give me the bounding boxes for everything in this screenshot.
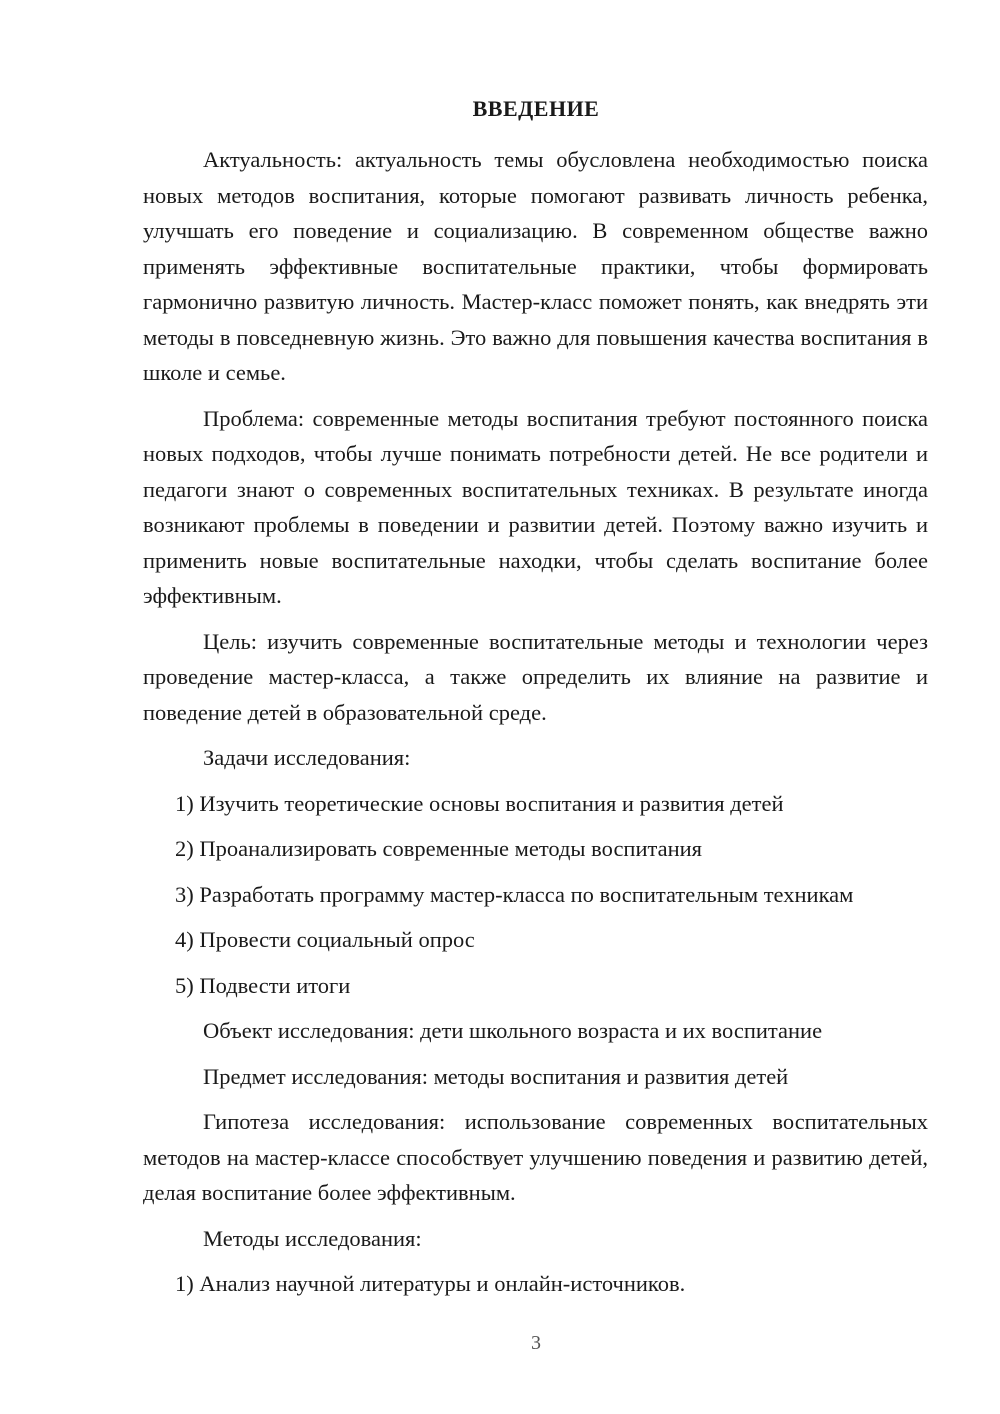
tasks-heading: Задачи исследования: [203, 745, 411, 770]
research-object: Объект исследования: дети школьного возраста и их воспитание [203, 1018, 823, 1043]
page-body [143, 142, 928, 1312]
paragraph-goal: Цель: изучить современные воспитательные методы и технологии через проведение мастер-класса, а также определить их влияние на развитие и поведение детей в образовательной среде. [143, 628, 928, 725]
task-item-1: 1) Изучить теоретические основы воспитания и развития детей [175, 790, 784, 816]
task-item-3: 3) Разработать программу мастер-класса по воспитательным техникам [175, 881, 854, 907]
methods-heading: Методы исследования: [203, 1225, 422, 1251]
research-subject: Предмет исследования: методы воспитания и развития детей [203, 1063, 789, 1089]
research-hypothesis: Гипотеза исследования: использование современных воспитательных методов на мастер-классе способствует улучшению поведения и развитию детей, делая воспитание более эффективным. [143, 1109, 928, 1205]
paragraph-relevance: Актуальность: актуальность темы обусловлена необходимостью поиска новых методов воспитания, которые помогают развивать личность ребенка, улучшать его поведение и социализацию. В современном обществе важно применять эффективные воспитательные практики, чтобы формировать гармонично развитую личность. Мастер-класс поможет понять, как внедрять эти методы в повседневную жизнь. Это важно для повышения качества воспитания в школе и семье. [143, 147, 928, 385]
paragraph-problem: Проблема: современные методы воспитания требуют постоянного поиска новых подходов, чтобы лучше понимать потребности детей. Не все родители и педагоги знают о современных воспитательных техниках. В результате иногда возникают проблемы в поведении и развитии детей. Поэтому важно изучить и применить новые воспитательные находки, чтобы сделать воспитание более эффективным. [143, 405, 928, 608]
method-item-1: 1) Анализ научной литературы и онлайн-источников. [175, 1271, 686, 1296]
task-item-2: 2) Проанализировать современные методы воспитания [175, 836, 703, 861]
section-title: ВВЕДЕНИЕ [472, 96, 600, 121]
task-item-4: 4) Провести социальный опрос [175, 927, 475, 952]
page-number: 3 [531, 1332, 541, 1354]
task-item-5: 5) Подвести итоги [175, 972, 351, 998]
